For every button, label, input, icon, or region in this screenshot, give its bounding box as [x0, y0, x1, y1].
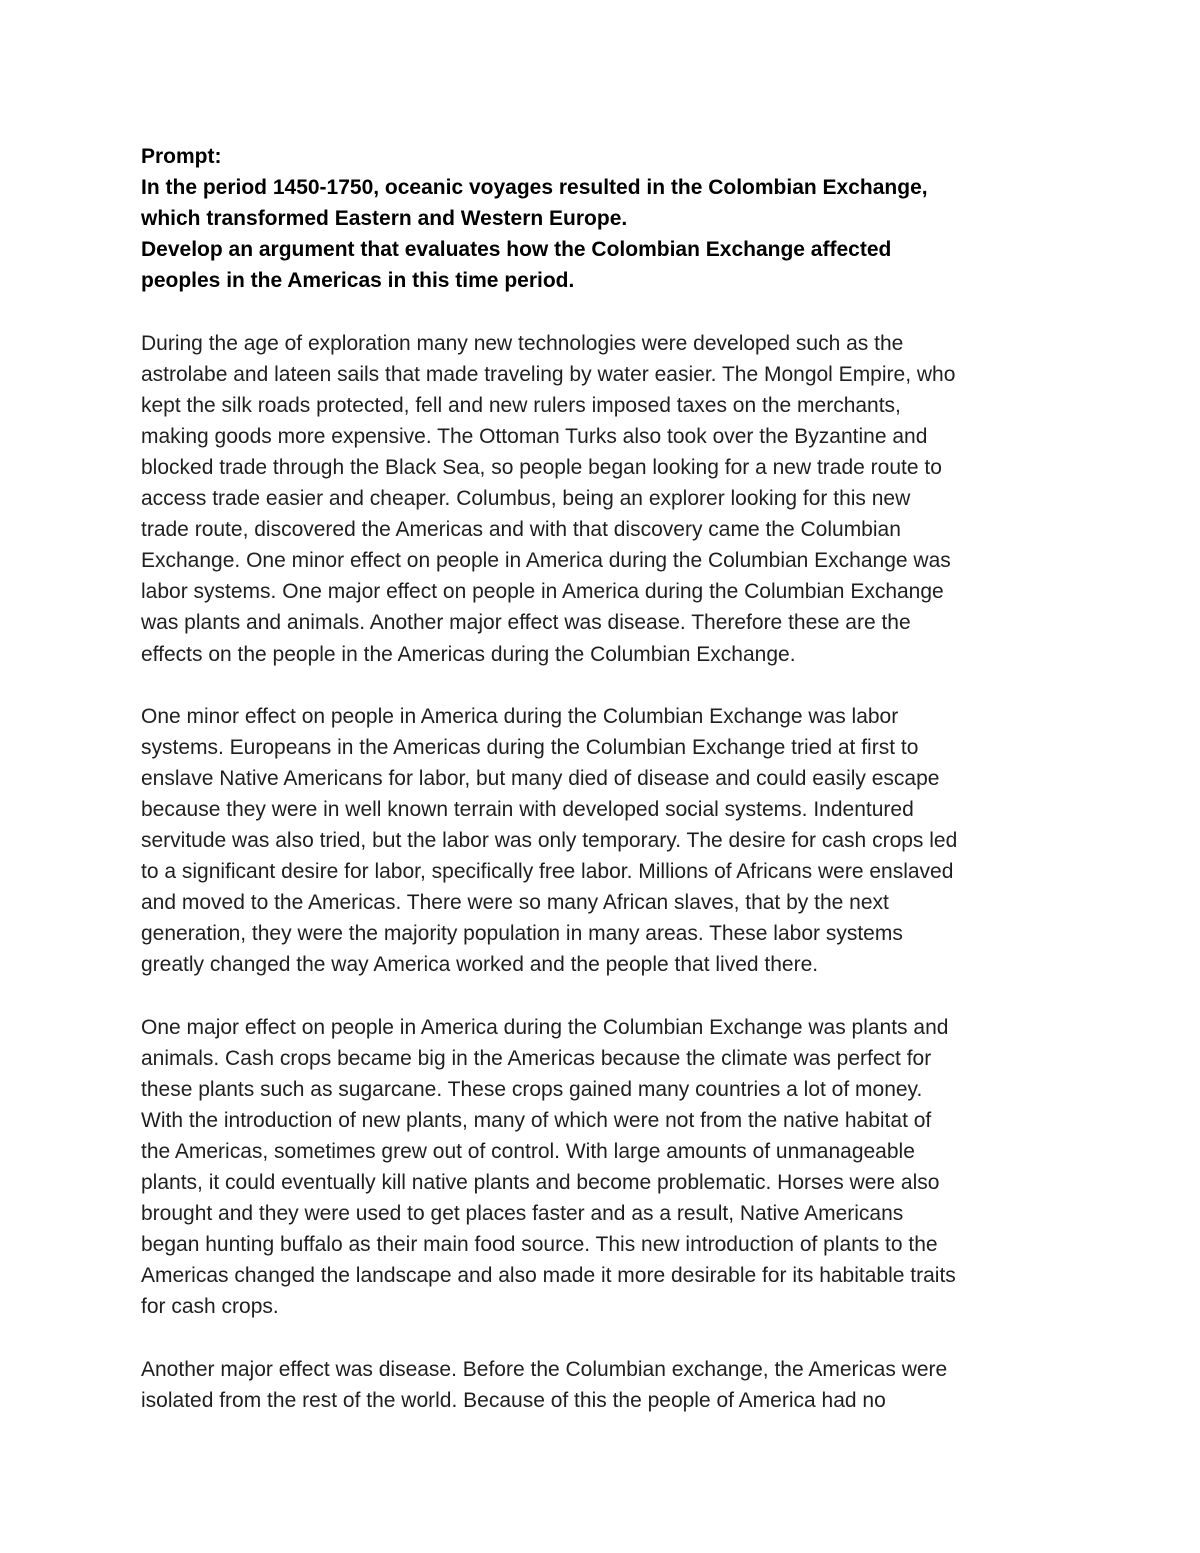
text-line: brought and they were used to get places faster and as a result, Native Americans	[141, 1202, 904, 1226]
text-line: and moved to the Americas. There were so many African slaves, that by the next	[141, 891, 889, 915]
document-body	[141, 141, 1066, 1416]
text-line: servitude was also tried, but the labor was only temporary. The desire for cash crops led	[141, 829, 958, 853]
prompt-line: which transformed Eastern and Western Europe.	[141, 207, 628, 231]
text-line: blocked trade through the Black Sea, so people began looking for a new trade route to	[141, 455, 942, 479]
labor-systems-paragraph	[141, 701, 1066, 981]
disease-paragraph	[141, 1354, 1066, 1416]
introduction-paragraph	[141, 328, 1066, 670]
text-line: for cash crops.	[141, 1295, 279, 1319]
prompt-line: In the period 1450-1750, oceanic voyages resulted in the Colombian Exchange,	[141, 176, 928, 200]
text-line: Exchange. One minor effect on people in America during the Columbian Exchange was	[141, 549, 951, 573]
text-line: During the age of exploration many new technologies were developed such as the	[141, 331, 904, 355]
text-line: trade route, discovered the Americas and with that discovery came the Columbian	[141, 518, 901, 542]
text-line: began hunting buffalo as their main food source. This new introduction of plants to the	[141, 1233, 938, 1257]
text-line: was plants and animals. Another major effect was disease. Therefore these are the	[141, 611, 911, 635]
plants-animals-paragraph	[141, 1012, 1066, 1323]
text-line: plants, it could eventually kill native plants and become problematic. Horses were also	[141, 1171, 940, 1195]
prompt-line: peoples in the Americas in this time period.	[141, 269, 575, 293]
text-line: these plants such as sugarcane. These crops gained many countries a lot of money.	[141, 1077, 923, 1101]
text-line: greatly changed the way America worked and the people that lived there.	[141, 953, 819, 977]
text-line: isolated from the rest of the world. Because of this the people of America had no	[141, 1388, 886, 1412]
text-line: effects on the people in the Americas during the Columbian Exchange.	[141, 642, 796, 666]
text-line: Americas changed the landscape and also made it more desirable for its habitable traits	[141, 1264, 956, 1288]
text-line: Another major effect was disease. Before the Columbian exchange, the Americas were	[141, 1357, 948, 1381]
text-line: One minor effect on people in America during the Columbian Exchange was labor	[141, 704, 899, 728]
text-line: making goods more expensive. The Ottoman Turks also took over the Byzantine and	[141, 424, 928, 448]
text-line: One major effect on people in America during the Columbian Exchange was plants and	[141, 1015, 949, 1039]
text-line: systems. Europeans in the Americas during the Columbian Exchange tried at first to	[141, 735, 919, 759]
text-line: because they were in well known terrain with developed social systems. Indentured	[141, 797, 914, 821]
text-line: generation, they were the majority population in many areas. These labor systems	[141, 922, 903, 946]
prompt-line: Develop an argument that evaluates how the Colombian Exchange affected	[141, 238, 892, 262]
text-line: access trade easier and cheaper. Columbus, being an explorer looking for this new	[141, 487, 911, 511]
prompt-label: Prompt:	[141, 145, 222, 168]
prompt-block	[141, 141, 1066, 296]
text-line: the Americas, sometimes grew out of control. With large amounts of unmanageable	[141, 1140, 915, 1163]
text-line: astrolabe and lateen sails that made traveling by water easier. The Mongol Empire, who	[141, 362, 956, 386]
text-line: enslave Native Americans for labor, but many died of disease and could easily escape	[141, 766, 940, 790]
text-line: animals. Cash crops became big in the Americas because the climate was perfect for	[141, 1046, 932, 1070]
text-line: labor systems. One major effect on people in America during the Columbian Exchange	[141, 580, 944, 604]
text-line: kept the silk roads protected, fell and new rulers imposed taxes on the merchants,	[141, 393, 901, 417]
text-line: to a significant desire for labor, specifically free labor. Millions of Africans were enslaved	[141, 860, 954, 884]
text-line: With the introduction of new plants, many of which were not from the native habitat of	[141, 1108, 932, 1132]
